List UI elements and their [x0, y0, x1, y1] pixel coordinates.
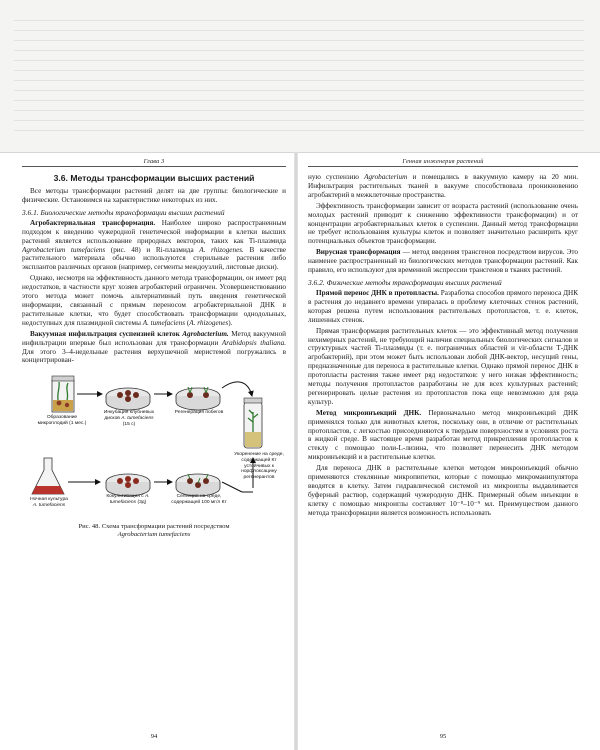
vacuum-heading-species: Agrobacterium. — [182, 329, 229, 338]
incubation-dish — [106, 388, 150, 410]
label-regeneration: Регенерация побегов — [174, 410, 224, 416]
intro-paragraph: Все методы трансформации растений делят на две группы: биологические и физические. Остановимся на характеристике некоторых из них. — [22, 187, 286, 204]
regeneration-dish — [176, 387, 220, 410]
label-cocultivation: Кокультивация с A. tumefaciens (3д) — [106, 494, 150, 506]
label-selection: Селекция на среде, содержащей 100 мг/л Кт — [171, 494, 227, 506]
label-incubation-time: (15 с) — [122, 421, 136, 427]
direct-transfer-text: Разработка способов прямого переноса ДНК в растения до недавнего времени упиралась в проблему клеточных стенок растений, которая решена путем использования растительных протопластов, т. е. клеток, лишенных стенок. — [308, 288, 578, 324]
agro-text-c: В качестве растительного материала обычно используются стерильные растения либо эксплантов различных органов (например, сегменты междоузлий, листовые диски). — [22, 245, 286, 272]
direct-transfer-paragraph — [308, 289, 578, 325]
agro-text-species1: Agrobacterium tumefaciens — [22, 245, 106, 254]
figure-caption — [22, 523, 286, 539]
label-cocultivation-time: (3д) — [137, 500, 147, 506]
previous-page-text-lines — [14, 14, 584, 140]
vacuum-heading: Вакуумная инфильтрация суспензией клеток — [30, 329, 180, 338]
label-rooting: Укоренение на среде, содержащей Кт устойчивых к норфлоксацину регенерантов — [234, 452, 284, 481]
label-microtuber: Образование микроплодий (1 мес.) — [37, 415, 87, 427]
subsection-biological: 3.6.1. Биологические методы трансформации высших растений — [22, 207, 225, 217]
agro-heading: Агробактериальная трансформация. — [30, 218, 156, 227]
microinjection-text: Первоначально метод микроинъекций ДНК применялся только для животных клеток, поскольку они, в отличие от растительных протопластов, с легкостью присоединяются к твердым поверхностям в условиях роста в жидкой среде. В настоящее время разработан метод прикрепления протопластов к стеклу с помощью поли-L-лизина, что позволяет перенесить ДНК методом микроинъекций и в растительные клетки. — [308, 408, 578, 462]
agro-text-species2: A. rhizogenes. — [199, 245, 244, 254]
label-night-culture-species: A. tumefaciens — [32, 503, 66, 509]
night-culture-flask — [32, 458, 64, 494]
running-head-right: Генная инженерия растений — [308, 158, 578, 167]
label-cocultivation-species: A. tumefaciens — [109, 494, 150, 506]
despite-species2: A. rhizogenes — [189, 318, 229, 327]
rooting-tube — [244, 398, 262, 448]
page-number-right: 95 — [439, 733, 447, 740]
despite-paren-close: ). — [228, 318, 233, 327]
vacuum-text-a: Метод вакуумной инфильтрации впервые был использован для трансформации — [22, 329, 286, 347]
book-gutter — [294, 152, 298, 750]
despite-paren-open: ( — [186, 318, 190, 327]
arrow-3 — [222, 382, 252, 396]
vacuum-paragraph — [22, 330, 286, 366]
selection-dish — [176, 474, 220, 496]
label-incubation: Инкубация клубневых дисков A. tumefaciens (15 с) — [103, 410, 155, 427]
vacuum-species: Arabidopsis thaliana. — [221, 338, 286, 347]
subsection-physical: 3.6.2. Физические методы трансформации высших растений — [308, 277, 502, 287]
page-94 — [22, 158, 286, 750]
page-95 — [308, 158, 578, 750]
viral-heading: Вирусная трансформация — [316, 248, 401, 257]
vacuum-text-b: Для этого 3–4-недельные растения верхушечной меристемой погружались в концентрирован- — [22, 347, 286, 365]
microtuber-jar — [52, 376, 74, 412]
microinjection-paragraph-2: Для переноса ДНК в растительные клетки методом микроинъекций обычно применяются стеклянные микропипетки, которые с помощью микроманипулятора вводятся в клетку. Затем гидравлической системой из микроиглы выдавливается буферный раствор, содержащий чужеродную ДНК. Примерный объем инъекции в клетку с помощью микроиглы составляет 10⁻⁸–10⁻⁹ мл. Преимуществом данного метода трансформации является возможность использовать — [308, 464, 578, 517]
cocultivation-dish — [106, 474, 150, 496]
page-number-left: 94 — [150, 733, 158, 740]
efficiency-paragraph: Эффективность трансформации зависит от возраста растений (использование очень молодых растений приводит к снижению эффективности трансформации) и от концентрации агробактериальных клеток в суспензии. Данный метод трансформации не требует использования культуры клеток и позволяет значительно расширить круг потенциальных объектов трансформации. — [308, 201, 578, 246]
despite-species1: A. tumefaciens — [142, 318, 186, 327]
vacuum-continued-paragraph — [308, 173, 578, 200]
microinjection-paragraph — [308, 409, 578, 462]
direct-transfer-heading: Прямой перенос ДНК в протопласты. — [316, 288, 439, 297]
despite-text: Однако, несмотря на эффективность данного метода трансформации, он имеет ряд недостатков, в частности круг хозяев агробактерий ограничен. Усовершенствованию этого метода может помочь альтернативный путь введения генетической информации, связанный с прямым переносом агробактериальной ДНК в растительные клетки, что будет способствовать трансформации однодольных, недоступных для плазмидной системы — [22, 274, 286, 327]
running-head-left: Глава 3 — [22, 158, 286, 167]
label-night-culture: Ночная культура A. tumefaciens — [30, 497, 68, 509]
figure-48 — [22, 370, 286, 520]
microinjection-heading: Метод микроинъекций ДНК. — [316, 408, 422, 417]
viral-paragraph — [308, 248, 578, 275]
vacuum-continued-a: ную суспензию — [308, 173, 359, 181]
previous-page-strip — [0, 0, 600, 153]
vacuum-continued-b: и помещались в вакуумную камеру на 20 мин. Инфильтрация растительных тканей в вакууме способствовала проникновению агробактерий в межклеточные пространства. — [308, 173, 578, 199]
label-incubation-species: A. tumefaciens — [121, 416, 154, 422]
agro-text-a: Наиболее широко распространенным подходом к введению чужеродной генетической информации в клетки высших растений является использование природных векторов, таких как Ti-плазмида — [22, 218, 286, 245]
vacuum-continued-species: Agrobacterium — [364, 173, 408, 181]
section-title: 3.6. Методы трансформации высших растений — [53, 173, 255, 183]
caption-text: Рис. 48. Схема трансформации растений посредством — [78, 523, 230, 531]
agro-paragraph — [22, 219, 286, 272]
agro-text-b: (рис. 48) и Ri-плазмида — [110, 245, 194, 254]
direct-transformation-paragraph: Прямая трансформация растительных клеток — это эффективный метод получения нехимерных растений, не требующий наличия специальных биологических сигналов и структурных частей Ti-плазмиды (т. е. пограничных областей и vir-области Т-ДНК агробактерий), при этом может быть использован любой ДНК-вектор, несущий гены, предназначенные для переноса в растительные клетки. Однако прямой перенос ДНК в протопласты растения также имеет ряд недостатков: у него низкая эффективность; методы получения протопластов разработаны не для всех культурных растений; регенерировать целые растения из протопластов пока еще невозможно для ряда культур. — [308, 326, 578, 406]
arrow-connector — [222, 482, 242, 492]
caption-species: Agrobacterium tumefaciens — [117, 531, 191, 539]
viral-text: — метод введения трансгенов посредством вирусов. Это наименее распространенный из биологических методов трансформации растений. Как правило, его используют для временной экспрессии трансгенов в тканях растений. — [308, 248, 578, 275]
despite-paragraph — [22, 274, 286, 327]
